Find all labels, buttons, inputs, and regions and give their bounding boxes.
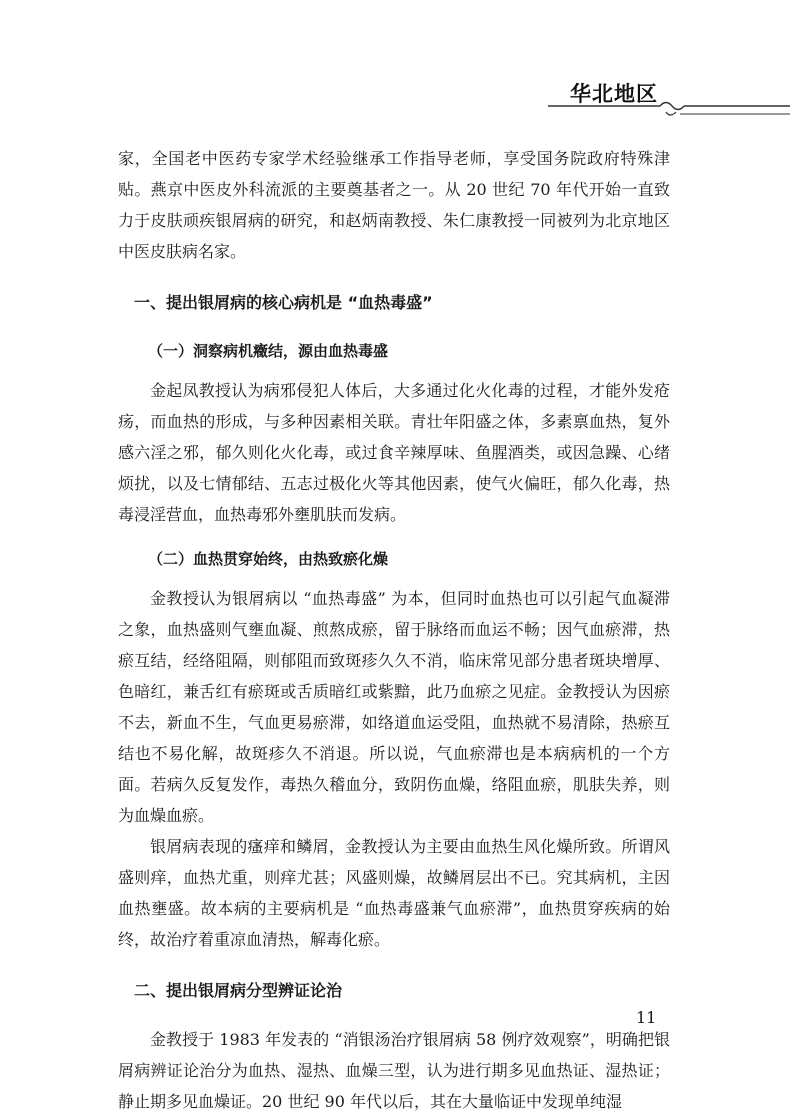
- paragraph-3: 银屑病表现的瘙痒和鳞屑，金教授认为主要由血热生风化燥所致。所谓风盛则痒，血热尤重，则痒尤甚；风盛则燥，故鳞屑层出不已。究其病机，主因血热壅盛。故本病的主要病机是 “血热毒盛兼气血瘀滞”，血热贯穿疾病的始终，故治疗着重凉血清热，解毒化瘀。: [118, 837, 670, 949]
- paragraph-1: 金起凤教授认为病邪侵犯人体后，大多通过化火化毒的过程，才能外发疮疡，而血热的形成，与多种因素相关联。青壮年阳盛之体，多素禀血热，复外感六淫之邪，郁久则化火化毒，或过食辛辣厚味、鱼腥酒类，或因急躁、心绪烦扰，以及七情郁结、五志过极化火等其他因素，使气火偏旺，郁久化毒，热毒浸淫营血，血热毒邪外壅肌肤而发病。: [118, 381, 670, 524]
- section-heading-2: 二、提出银屑病分型辨证论治: [134, 981, 343, 1000]
- paragraph-2: 金教授认为银屑病以 “血热毒盛” 为本，但同时血热也可以引起气血凝滞之象，血热盛则气壅血凝、煎熬成瘀，留于脉络而血运不畅；因气血瘀滞，热瘀互结，经络阻隔，则郁阻而致斑疹久久不消，临床常见部分患者斑块增厚、色暗红，兼舌红有瘀斑或舌质暗红或紫黯，此乃血瘀之见症。金教授认为因瘀不去，新血不生，气血更易瘀滞，如络道血运受阻，血热就不易清除，热瘀互结也不易化解，故斑疹久不消退。所以说，气血瘀滞也是本病病机的一个方面。若病久反复发作，毒热久稽血分，致阴伤血燥，络阻血瘀，肌肤失养，则为血燥血瘀。: [118, 589, 670, 825]
- header-ornament-icon: [548, 72, 790, 132]
- subsection-heading-2: （二）血热贯穿始终，由热致瘀化燥: [148, 550, 389, 568]
- running-header: [548, 72, 790, 132]
- page-number: 11: [636, 1008, 657, 1027]
- page-body: [118, 143, 670, 1117]
- paragraph-4: 金教授于 1983 年发表的 “消银汤治疗银屑病 58 例疗效观察”，明确把银屑病辨证论治分为血热、湿热、血燥三型，认为进行期多见血热证、湿热证；静止期多见血燥证。20 世纪 90 年代以后，其在大量临证中发现单纯湿: [118, 1030, 670, 1111]
- header-title: 华北地区: [570, 82, 658, 106]
- paragraph-continued: 家，全国老中医药专家学术经验继承工作指导老师，享受国务院政府特殊津贴。燕京中医皮外科流派的主要奠基者之一。从 20 世纪 70 年代开始一直致力于皮肤顽疾银屑病的研究，和赵炳南教授、朱仁康教授一同被列为北京地区中医皮肤病名家。: [118, 149, 670, 261]
- subsection-heading-1: （一）洞察病机癥结，源由血热毒盛: [148, 342, 389, 360]
- section-heading-1: 一、提出银屑病的核心病机是 “血热毒盛”: [134, 293, 433, 312]
